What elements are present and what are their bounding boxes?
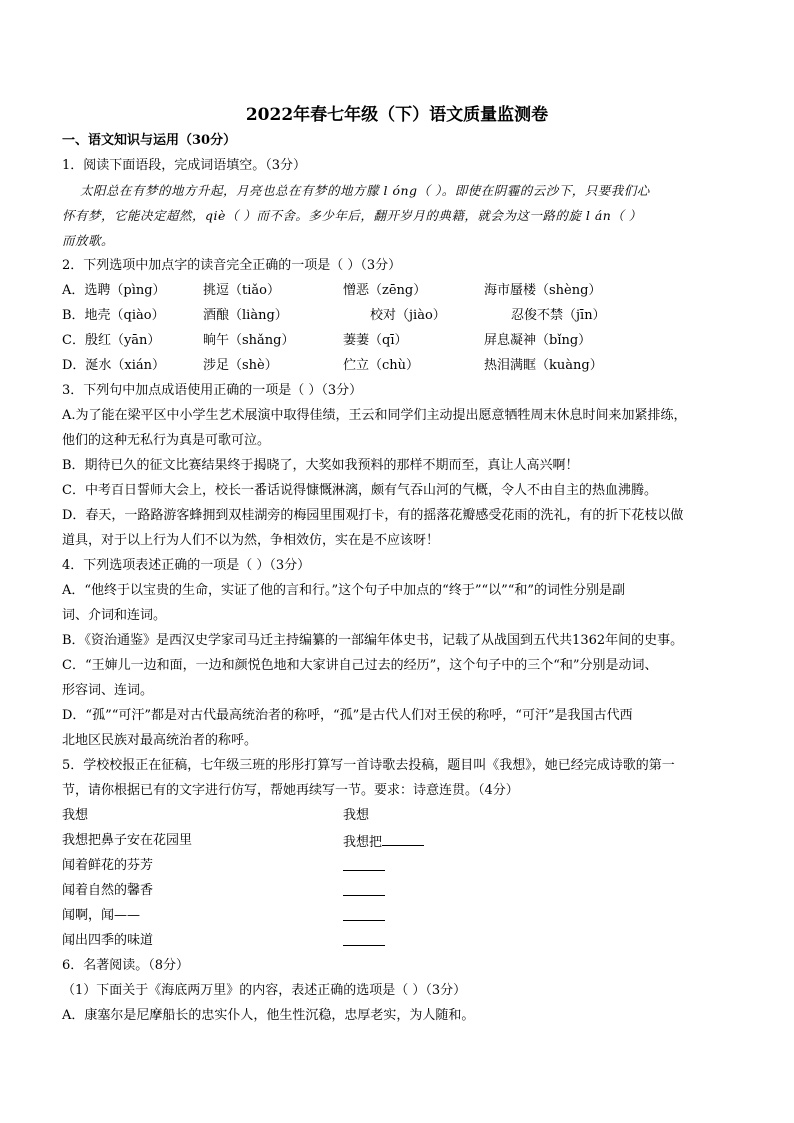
option-item: 伫立（chù）	[343, 358, 420, 373]
poem-line: 闻出四季的味道	[62, 933, 154, 948]
option-d-cont: 北地区民族对最高统治者的称呼。	[62, 733, 258, 748]
answer-poem-line	[343, 858, 385, 876]
page-title: 2022年春七年级（下）语文质量监测卷	[245, 105, 549, 125]
answer-poem-line	[343, 908, 385, 926]
option-item: 校对（jiào）	[370, 308, 446, 323]
poem-line: 我想把鼻子安在花园里	[62, 833, 193, 848]
option-a: A．康塞尔是尼摩船长的忠实仆人，他生性沉稳，忠厚老实，为人随和。	[62, 1008, 475, 1023]
answer-poem-prefix: 我想把	[343, 835, 383, 850]
option-a: A．“他终于以宝贵的生命，实证了他的言和行。”这个句子中加点的“终于”“以”“和”的词性分别是副	[62, 583, 626, 598]
answer-poem-line	[343, 933, 385, 951]
option-a-cont: 他们的这种无私行为真是可歌可泣。	[62, 433, 271, 448]
option-item: B．地壳（qiào）	[62, 308, 165, 323]
option-item: 挑逗（tiǎo）	[203, 283, 280, 298]
question-4-stem: 4．下列选项表述正确的一项是（ ）（3分）	[62, 558, 311, 573]
option-c: C．中考百日誓师大会上，校长一番话说得慷慨淋漓，颇有气吞山河的气概，令人不由自主的热血沸腾。	[62, 483, 657, 498]
option-item: D．涎水（xián）	[62, 358, 166, 373]
option-item: C．殷红（yān）	[62, 333, 161, 348]
answer-poem-title: 我想	[343, 808, 370, 823]
option-c-cont: 形容词、连词。	[62, 683, 154, 698]
question-5-stem: 5．学校校报正在征稿，七年级三班的彤彤打算写一首诗歌去投稿，题目叫《我想》，她已经完成诗歌的第一	[62, 758, 675, 773]
question-6-sub-1: （1）下面关于《海底两万里》的内容，表述正确的选项是（ ）（3分）	[62, 983, 467, 998]
option-item: 涉足（shè）	[203, 358, 278, 373]
question-1-stem: 1．阅读下面语段，完成词语填空。（3分）	[62, 158, 307, 173]
option-c: C．“王婶儿一边和面，一边和颜悦色地和大家讲自己过去的经历”，这个句子中的三个“和”分别是动词、	[62, 658, 658, 673]
passage-line: 怀有梦，它能决定超然，qiè（ ）而不舍。多少年后，翻开岁月的典籍，就会为这一路的旋 l án（ ）	[62, 208, 642, 223]
option-item: 忍俊不禁（jīn）	[511, 308, 606, 323]
answer-poem-line	[343, 883, 385, 901]
answer-poem-line	[343, 833, 424, 851]
answer-blank[interactable]	[382, 833, 424, 846]
option-a: A.为了能在梁平区中小学生艺术展演中取得佳绩，王云和同学们主动提出愿意牺牲周末休息时间来加紧排练，	[62, 408, 687, 423]
poem-line: 闻啊，闻——	[62, 908, 141, 923]
option-item: 酒酿（liàng）	[203, 308, 288, 323]
option-b: B．期待已久的征文比赛结果终于揭晓了，大奖如我预料的那样不期而至，真让人高兴啊！	[62, 458, 579, 473]
section-heading: 一、语文知识与运用（30分）	[62, 133, 237, 148]
option-item: 热泪满眶（kuàng）	[484, 358, 603, 373]
answer-blank[interactable]	[343, 908, 385, 921]
option-item: 屏息凝神（bǐng）	[484, 333, 592, 348]
option-item: A．选聘（pìng）	[62, 283, 166, 298]
answer-blank[interactable]	[343, 858, 385, 871]
question-2-stem: 2．下列选项中加点字的读音完全正确的一项是（ ）（3分）	[62, 258, 402, 273]
option-b: B．《资治通鉴》是西汉史学家司马迁主持编纂的一部编年体史书，记载了从战国到五代共1362年间的史事。	[62, 633, 684, 648]
poem-line: 闻着鲜花的芬芳	[62, 858, 154, 873]
option-item: 海市蜃楼（shèng）	[484, 283, 602, 298]
option-item: 萋萋（qī）	[343, 333, 408, 348]
passage-line: 太阳总在有梦的地方升起，月亮也总在有梦的地方朦 l óng（ ）。即使在阴霾的云沙下，只要我们心	[80, 183, 650, 198]
option-item: 憎恶（zēng）	[343, 283, 427, 298]
option-d: D．“孤”“可汗”都是对古代最高统治者的称呼，“孤”是古代人们对王侯的称呼，“可汗”是我国古代西	[62, 708, 633, 723]
answer-blank[interactable]	[343, 883, 385, 896]
question-5-stem-cont: 节，请你根据已有的文字进行仿写，帮她再续写一节。要求：诗意连贯。（4分）	[62, 783, 519, 798]
poem-line: 闻着自然的馨香	[62, 883, 154, 898]
option-d: D．春天，一路路游客蜂拥到双桂湖旁的梅园里围观打卡，有的摇落花瓣感受花雨的洗礼，有的折下花枝以做	[62, 508, 684, 523]
question-3-stem: 3．下列句中加点成语使用正确的一项是（ ）（3分）	[62, 383, 363, 398]
question-6-stem: 6．名著阅读。（8分）	[62, 958, 190, 973]
passage-line: 而放歌。	[62, 233, 115, 248]
answer-blank[interactable]	[343, 933, 385, 946]
poem-line: 我想	[62, 808, 89, 823]
option-item: 晌午（shǎng）	[203, 333, 295, 348]
option-d-cont: 道具，对于以上行为人们不以为然，争相效仿，实在是不应该呀！	[62, 533, 440, 548]
option-a-cont: 词、介词和连词。	[62, 608, 167, 623]
